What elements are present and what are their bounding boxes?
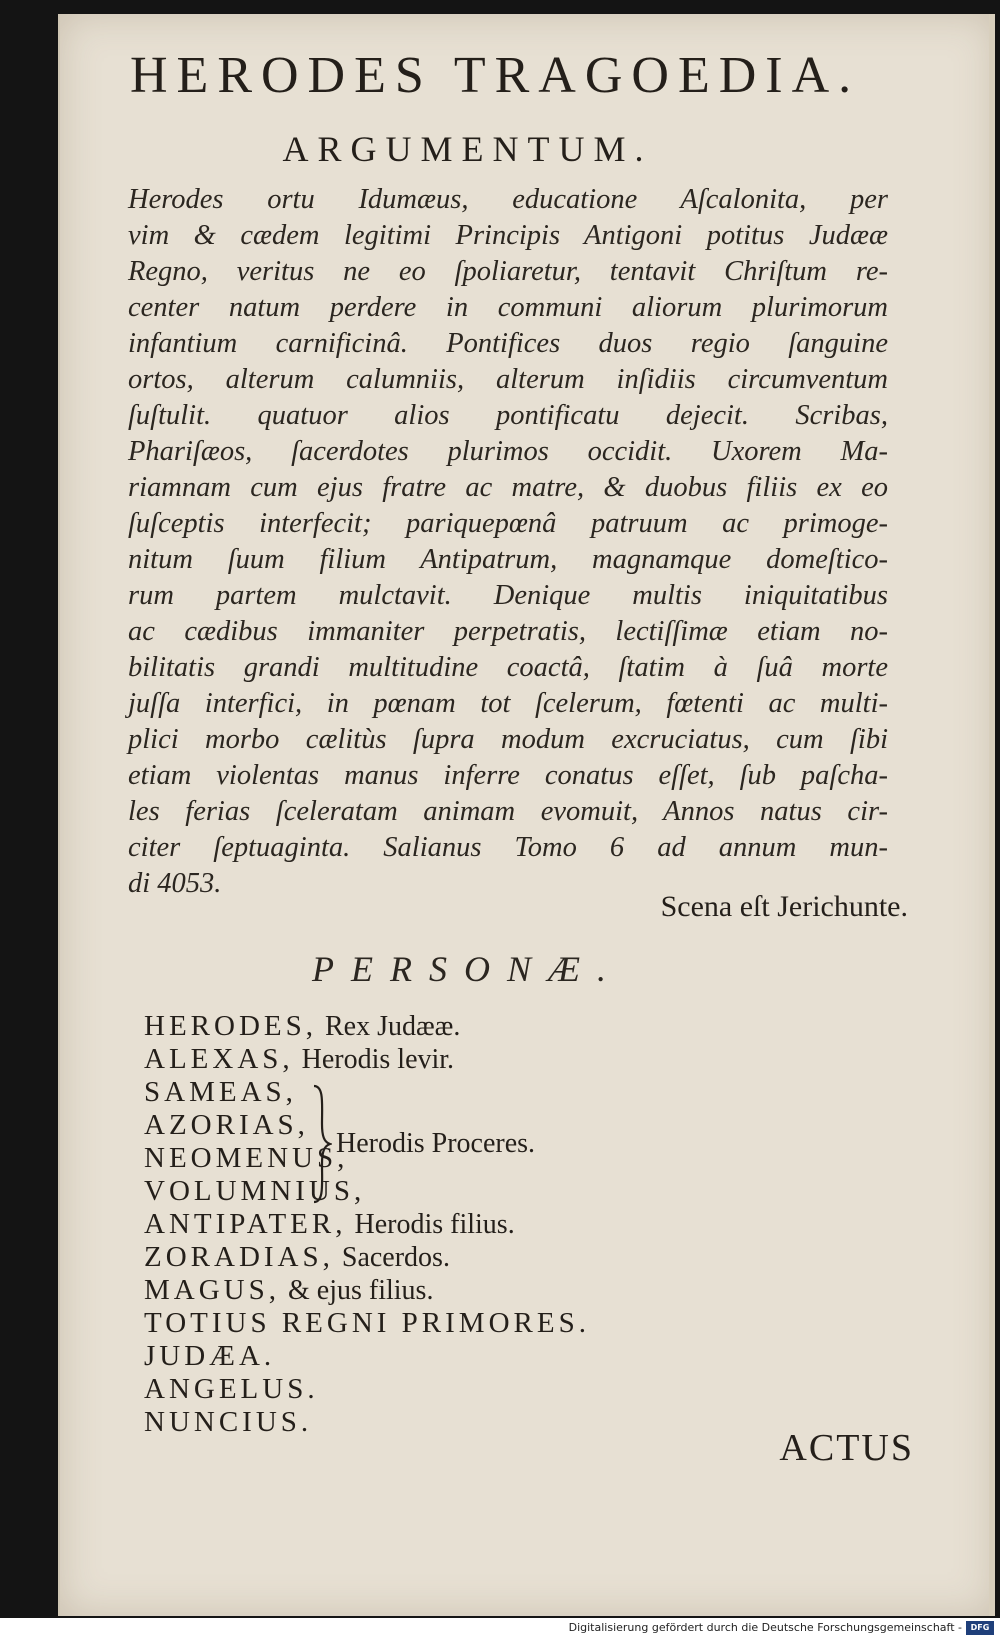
argument-line: ſuſtulit. quatuor alios pontificatu dejecit. Scribas, <box>128 400 888 431</box>
cast-entry <box>144 1208 844 1241</box>
argument-line: Regno, veritus ne eo ſpoliaretur, tentavit Chriſtum re- <box>128 256 888 287</box>
cast-entry <box>144 1241 844 1274</box>
page-edge <box>989 14 995 1616</box>
cast-list <box>144 1010 844 1439</box>
cast-entry <box>144 1307 844 1340</box>
cast-name: ANTIPATER, <box>144 1208 347 1240</box>
cast-name: JUDÆA. <box>144 1340 276 1372</box>
cast-name: ANGELUS. <box>144 1373 319 1405</box>
cast-role: & ejus filius. <box>288 1275 434 1306</box>
argument-line: plici morbo cælitùs ſupra modum excruciatus, cum ſibi <box>128 724 888 755</box>
cast-role: Herodis filius. <box>354 1209 515 1240</box>
argument-heading: ARGUMENTUM. <box>282 129 653 169</box>
argument-line: bilitatis grandi multitudine coactâ, ſtatim à ſuâ morte <box>128 652 888 683</box>
argument-text <box>128 182 888 902</box>
personae-heading: PERSONÆ. <box>312 949 623 989</box>
cast-entry <box>144 1373 844 1406</box>
cast-role: Herodis levir. <box>301 1044 455 1075</box>
cast-entry <box>144 1274 844 1307</box>
cast-name: SAMEAS, <box>144 1076 297 1108</box>
proceres-group <box>310 1078 535 1210</box>
cast-name: HERODES, <box>144 1010 317 1042</box>
cast-role: Rex Judææ. <box>324 1011 461 1042</box>
brace-label: Herodis Proceres. <box>336 1128 536 1159</box>
argument-line: nitum ſuum filium Antipatrum, magnamque domeſtico- <box>128 544 888 575</box>
argument-line: center natum perdere in communi aliorum plurimorum <box>128 292 888 323</box>
curly-brace-icon <box>310 1084 332 1204</box>
argument-line: les ferias ſceleratam animam evomuit, Annos natus cir- <box>128 796 888 827</box>
argument-line: infantium carnificinâ. Pontifices duos regio ſanguine <box>128 328 888 359</box>
cast-name: NEOMENUS, <box>144 1142 349 1174</box>
argument-line: juſſa interfici, in pœnam tot ſcelerum, fœtenti ac multi- <box>128 688 888 719</box>
cast-name: AZORIAS, <box>144 1109 309 1141</box>
cast-name: NUNCIUS. <box>144 1406 313 1438</box>
cast-entry <box>144 1010 844 1043</box>
catchword: ACTUS <box>779 1427 914 1469</box>
argument-line: etiam violentas manus inferre conatus eſſet, ſub paſcha- <box>128 760 888 791</box>
cast-entry <box>144 1340 844 1373</box>
dfg-logo-icon: DFG <box>966 1621 994 1635</box>
cast-name: MAGUS, <box>144 1274 280 1306</box>
cast-name: VOLUMNIUS, <box>144 1175 366 1207</box>
argument-line: riamnam cum ejus fratre ac matre, & duobus filiis ex eo <box>128 472 888 503</box>
argument-line: ortos, alterum calumniis, alterum inſidiis circumventum <box>128 364 888 395</box>
argument-line: Phariſæos, ſacerdotes plurimos occidit. Uxorem Ma- <box>128 436 888 467</box>
argument-line: citer ſeptuaginta. Salianus Tomo 6 ad annum mun- <box>128 832 888 863</box>
cast-entry <box>144 1406 844 1439</box>
cast-name: ALEXAS, <box>144 1043 294 1075</box>
argument-line: rum partem mulctavit. Denique multis iniquitatibus <box>128 580 888 611</box>
scene-note: Scena eſt Jerichunte. <box>660 890 908 923</box>
argument-line: ac cædibus immaniter perpetratis, lectiſſimæ etiam no- <box>128 616 888 647</box>
footer-credit: Digitalisierung gefördert durch die Deutsche Forschungsgemeinschaft - <box>568 1621 962 1634</box>
cast-entry <box>144 1043 844 1076</box>
argument-line: vim & cædem legitimi Principis Antigoni potitus Judææ <box>128 220 888 251</box>
cast-role: Sacerdos. <box>341 1242 450 1273</box>
argument-line: ſuſceptis interfecit; pariquepœnâ patruum ac primoge- <box>128 508 888 539</box>
argument-line: di 4053. <box>128 868 222 899</box>
footer-bar <box>0 1618 1000 1640</box>
running-title: HERODES TRAGOEDIA. <box>130 47 861 104</box>
cast-name: TOTIUS REGNI PRIMORES. <box>144 1307 590 1339</box>
cast-name: ZORADIAS, <box>144 1241 334 1273</box>
argument-line: Herodes ortu Idumæus, educatione Aſcalonita, per <box>128 184 888 215</box>
